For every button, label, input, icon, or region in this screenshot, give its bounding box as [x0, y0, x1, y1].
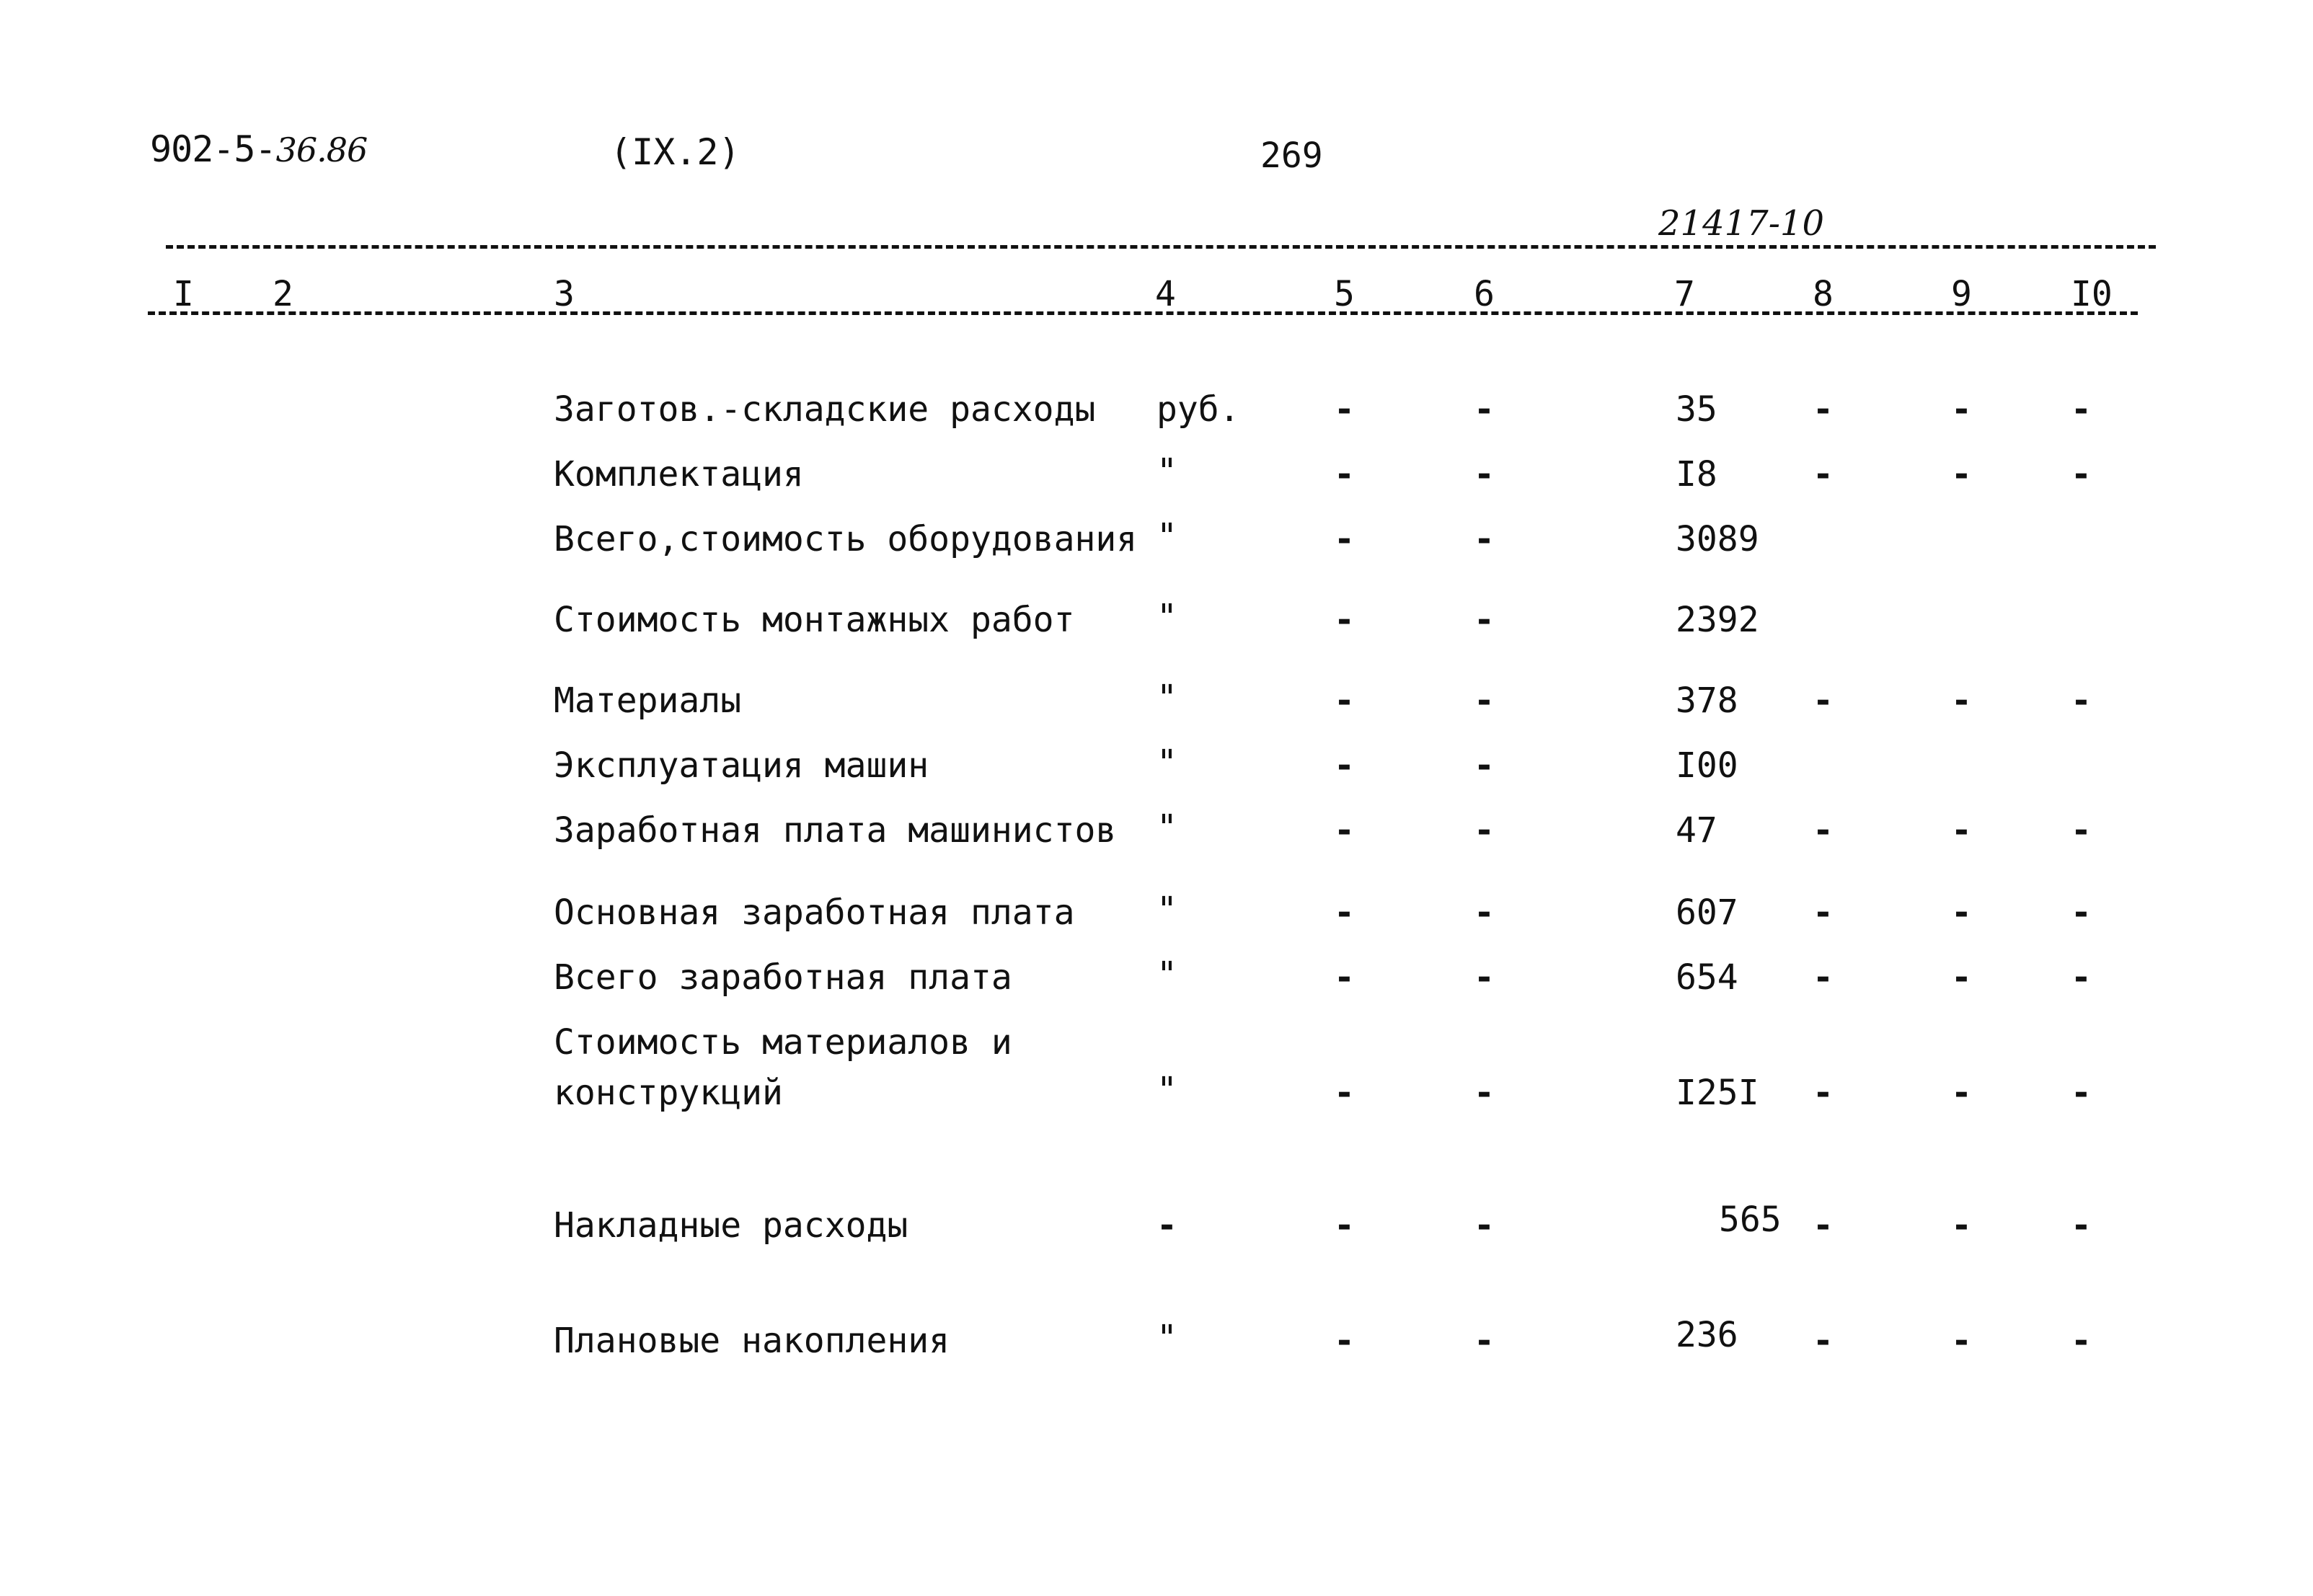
row-col10: - [2071, 1321, 2092, 1361]
row-unit: " [1156, 597, 1177, 637]
row-col6: - [1474, 454, 1495, 495]
row-unit: - [1156, 1205, 1177, 1246]
row-col7: 47 [1676, 810, 1717, 851]
row-col5: - [1334, 892, 1355, 933]
column-number-3: 3 [554, 274, 575, 314]
row-unit: " [1156, 890, 1177, 930]
header-rule-top [166, 245, 2156, 249]
row-col8: - [1813, 1073, 1834, 1113]
row-label: Стоимость материалов и [554, 1022, 1012, 1063]
document-code [150, 128, 367, 170]
row-col7: 607 [1676, 892, 1738, 933]
row-unit: " [1156, 1318, 1177, 1358]
row-label: Плановые накопления [554, 1321, 950, 1361]
row-label-continued: конструкций [554, 1073, 783, 1113]
row-unit: руб. [1156, 389, 1240, 430]
row-col7: 378 [1676, 680, 1738, 721]
column-number-9: 9 [1951, 274, 1972, 314]
row-col6: - [1474, 600, 1495, 640]
row-col5: - [1334, 1073, 1355, 1113]
row-col6: - [1474, 1205, 1495, 1246]
row-col10: - [2071, 957, 2092, 998]
row-col10: - [2071, 680, 2092, 721]
row-col5: - [1334, 600, 1355, 640]
column-number-7: 7 [1674, 274, 1695, 314]
row-col5: - [1334, 519, 1355, 559]
row-unit: " [1156, 451, 1177, 492]
row-col7: 236 [1676, 1315, 1738, 1355]
row-label: Заготов.-складские расходы [554, 389, 1096, 430]
row-col6: - [1474, 957, 1495, 998]
column-number-5: 5 [1334, 274, 1355, 314]
row-label: Материалы [554, 680, 742, 721]
row-col6: - [1474, 892, 1495, 933]
row-unit: " [1156, 954, 1177, 995]
row-col6: - [1474, 1073, 1495, 1113]
row-col7: 565 [1719, 1200, 1782, 1240]
row-label: Накладные расходы [554, 1205, 908, 1246]
row-label: Основная заработная плата [554, 892, 1075, 933]
row-col6: - [1474, 1321, 1495, 1361]
row-col9: - [1951, 680, 1972, 721]
row-col9: - [1951, 957, 1972, 998]
row-col7: I00 [1676, 745, 1738, 786]
row-col7: I25I [1676, 1073, 1759, 1113]
row-label: Заработная плата машинистов [554, 810, 1117, 851]
row-label: Стоимость монтажных работ [554, 600, 1075, 640]
row-col9: - [1951, 810, 1972, 851]
column-number-4: 4 [1155, 274, 1176, 314]
row-col7: I8 [1676, 454, 1717, 495]
section-reference: (IX.2) [610, 131, 740, 173]
row-unit: " [1156, 516, 1177, 557]
row-col8: - [1813, 680, 1834, 721]
row-col10: - [2071, 810, 2092, 851]
row-col9: - [1951, 1205, 1972, 1246]
row-col5: - [1334, 1321, 1355, 1361]
row-col8: - [1813, 454, 1834, 495]
row-col7: 35 [1676, 389, 1717, 430]
row-col9: - [1951, 1073, 1972, 1113]
row-col7: 654 [1676, 957, 1738, 998]
row-col8: - [1813, 892, 1834, 933]
row-unit: " [1156, 1070, 1177, 1110]
column-number-2: 2 [273, 274, 293, 314]
row-col10: - [2071, 1205, 2092, 1246]
row-label: Всего,стоимость оборудования [554, 519, 1138, 559]
row-col10: - [2071, 389, 2092, 430]
row-col8: - [1813, 1321, 1834, 1361]
stamp-number: 21417-10 [1658, 203, 1824, 244]
column-number-8: 8 [1813, 274, 1834, 314]
row-col5: - [1334, 957, 1355, 998]
column-number-6: 6 [1474, 274, 1495, 314]
column-number-1: I [173, 274, 194, 314]
row-col6: - [1474, 745, 1495, 786]
row-col9: - [1951, 1321, 1972, 1361]
document-code-prefix: 902-5- [150, 128, 276, 170]
row-label: Эксплуатация машин [554, 745, 929, 786]
row-label: Всего заработная плата [554, 957, 1012, 998]
row-col10: - [2071, 454, 2092, 495]
row-col5: - [1334, 745, 1355, 786]
row-col9: - [1951, 454, 1972, 495]
row-col5: - [1334, 389, 1355, 430]
row-col6: - [1474, 810, 1495, 851]
row-col6: - [1474, 680, 1495, 721]
row-col6: - [1474, 519, 1495, 559]
row-col10: - [2071, 892, 2092, 933]
row-unit: " [1156, 742, 1177, 783]
page-number: 269 [1260, 136, 1323, 176]
row-col8: - [1813, 957, 1834, 998]
row-col5: - [1334, 810, 1355, 851]
row-label: Комплектация [554, 454, 804, 495]
row-col9: - [1951, 389, 1972, 430]
document-code-handwritten: 36.86 [275, 130, 368, 169]
column-number-10: I0 [2071, 274, 2113, 314]
row-col9: - [1951, 892, 1972, 933]
row-col5: - [1334, 680, 1355, 721]
row-col5: - [1334, 1205, 1355, 1246]
row-unit: " [1156, 678, 1177, 718]
row-col6: - [1474, 389, 1495, 430]
header-rule-bottom [148, 311, 2138, 315]
row-col7: 3089 [1676, 519, 1759, 559]
row-col8: - [1813, 1205, 1834, 1246]
row-col8: - [1813, 810, 1834, 851]
row-unit: " [1156, 807, 1177, 848]
row-col7: 2392 [1676, 600, 1759, 640]
row-col10: - [2071, 1073, 2092, 1113]
row-col5: - [1334, 454, 1355, 495]
row-col8: - [1813, 389, 1834, 430]
